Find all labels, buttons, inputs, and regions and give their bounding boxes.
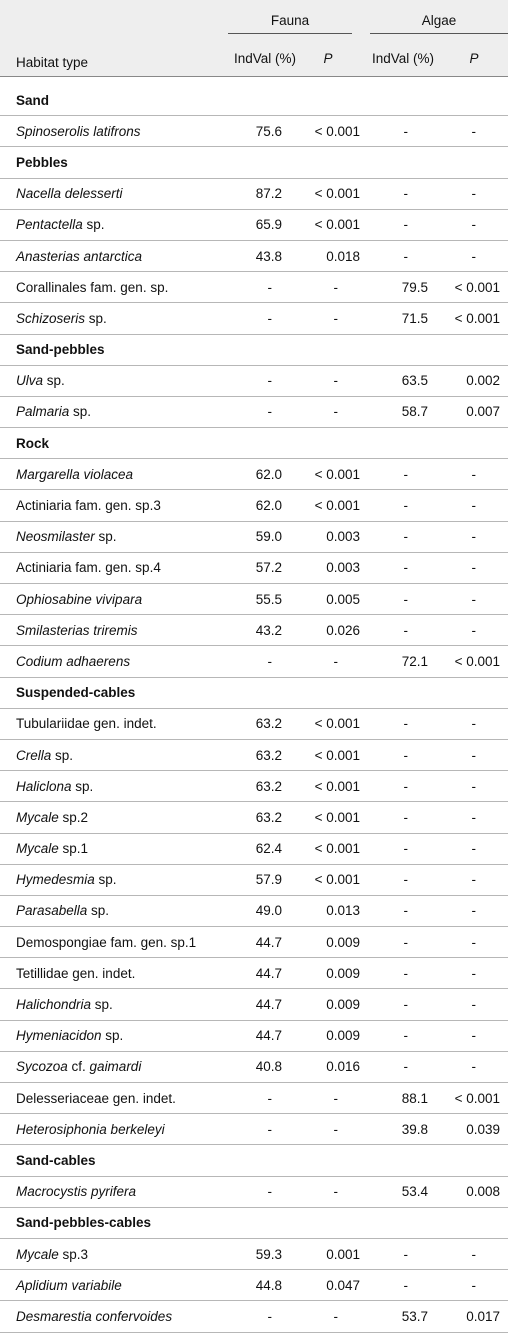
species-name-italic: Palmaria	[16, 404, 70, 420]
species-name-plain: Actiniaria fam. gen. sp.4	[16, 560, 161, 576]
algae-indval-cell: -	[362, 833, 440, 864]
species-name-italic: Halichondria	[16, 997, 92, 1013]
fauna-indval-cell: 49.0	[228, 895, 294, 926]
species-name-italic: Mycale	[16, 841, 59, 857]
fauna-p-cell: 0.047	[294, 1270, 362, 1301]
species-name	[0, 771, 228, 802]
fauna-indval-cell: -	[228, 303, 294, 334]
species-name	[0, 646, 228, 677]
fauna-indval-cell: 63.2	[228, 708, 294, 739]
habitat-group-label: Sand-pebbles-cables	[0, 1207, 508, 1238]
fauna-p-cell: 0.009	[294, 958, 362, 989]
fauna-indval-cell: -	[228, 365, 294, 396]
fauna-indval-cell: 43.8	[228, 240, 294, 271]
header-fauna-p: P	[294, 40, 362, 77]
species-name	[0, 209, 228, 240]
species-row	[0, 365, 508, 396]
habitat-group-row	[0, 1207, 508, 1238]
species-name-plain: sp.2	[58, 809, 89, 825]
fauna-indval-cell: 65.9	[228, 209, 294, 240]
species-row	[0, 615, 508, 646]
species-row	[0, 802, 508, 833]
fauna-p-cell: 0.003	[294, 521, 362, 552]
fauna-indval-cell: 62.0	[228, 490, 294, 521]
algae-indval-cell: -	[362, 615, 440, 646]
algae-p-cell: -	[440, 739, 508, 770]
species-name-plain: sp.	[69, 404, 92, 420]
fauna-p-cell: -	[294, 365, 362, 396]
species-row	[0, 521, 508, 552]
species-name-italic: Aplidium variabile	[16, 1277, 122, 1293]
header-algae	[362, 0, 508, 40]
algae-p-cell: -	[440, 833, 508, 864]
fauna-indval-cell: 57.9	[228, 864, 294, 895]
species-name-plain: sp.	[43, 373, 65, 389]
header-habitat-type: Habitat type	[0, 40, 228, 77]
fauna-p-cell: -	[294, 1114, 362, 1145]
species-name	[0, 303, 228, 334]
fauna-indval-cell: 40.8	[228, 1051, 294, 1082]
species-name	[0, 958, 228, 989]
algae-p-cell: -	[440, 708, 508, 739]
species-name-plain: sp.	[101, 1028, 124, 1044]
species-row	[0, 1114, 508, 1145]
species-name-italic: Crella	[16, 747, 52, 763]
algae-p-cell: -	[440, 927, 508, 958]
species-name	[0, 584, 228, 615]
algae-indval-cell: 58.7	[362, 396, 440, 427]
algae-p-cell: 0.017	[440, 1301, 508, 1332]
fauna-p-cell: 0.026	[294, 615, 362, 646]
habitat-group-label: Sand-cables	[0, 1145, 508, 1176]
species-name-italic: Ulva	[16, 373, 44, 389]
species-row	[0, 771, 508, 802]
species-row	[0, 178, 508, 209]
header-algae-p: P	[440, 40, 508, 77]
species-name-plain: Corallinales fam. gen. sp.	[16, 279, 169, 295]
species-row	[0, 116, 508, 147]
species-row	[0, 958, 508, 989]
algae-p-cell: < 0.001	[440, 272, 508, 303]
algae-indval-cell: -	[362, 989, 440, 1020]
algae-indval-cell: -	[362, 739, 440, 770]
habitat-group-label: Rock	[0, 428, 508, 459]
species-name	[0, 365, 228, 396]
fauna-p-cell: -	[294, 646, 362, 677]
species-name	[0, 178, 228, 209]
species-name-plain: sp.3	[58, 1246, 89, 1262]
species-row	[0, 864, 508, 895]
fauna-p-cell: < 0.001	[294, 864, 362, 895]
species-name-plain: sp.	[82, 217, 105, 233]
algae-p-cell: -	[440, 989, 508, 1020]
algae-indval-cell: -	[362, 895, 440, 926]
fauna-indval-cell: 44.7	[228, 1020, 294, 1051]
fauna-p-cell: -	[294, 1301, 362, 1332]
fauna-indval-cell: 59.3	[228, 1238, 294, 1269]
header-fauna-indval: IndVal (%)	[228, 40, 294, 77]
species-row	[0, 1051, 508, 1082]
fauna-indval-cell: 63.2	[228, 739, 294, 770]
species-name	[0, 739, 228, 770]
algae-indval-cell: -	[362, 802, 440, 833]
header-algae-label: Algae	[421, 12, 457, 28]
fauna-p-cell: 0.009	[294, 989, 362, 1020]
species-name-italic: Parasabella	[16, 903, 88, 919]
habitat-group-row	[0, 85, 508, 116]
fauna-p-cell: < 0.001	[294, 116, 362, 147]
fauna-indval-cell: 43.2	[228, 615, 294, 646]
species-row	[0, 989, 508, 1020]
algae-p-cell: -	[440, 584, 508, 615]
species-row	[0, 396, 508, 427]
algae-indval-cell: -	[362, 864, 440, 895]
header-fauna	[228, 0, 362, 40]
fauna-p-cell: 0.013	[294, 895, 362, 926]
species-name	[0, 708, 228, 739]
species-name-plain: sp.	[71, 778, 94, 794]
species-name-italic: Margarella violacea	[16, 466, 134, 482]
algae-p-cell: 0.008	[440, 1176, 508, 1207]
species-name-italic: Anasterias antarctica	[16, 248, 143, 264]
species-name-plain: cf.	[67, 1059, 90, 1075]
species-name	[0, 552, 228, 583]
algae-indval-cell: -	[362, 209, 440, 240]
fauna-p-cell: 0.003	[294, 552, 362, 583]
species-name-plain: Tetillidae gen. indet.	[16, 965, 136, 981]
species-name-plain: sp.	[94, 529, 117, 545]
species-name	[0, 1176, 228, 1207]
species-name	[0, 615, 228, 646]
species-name	[0, 1114, 228, 1145]
species-row	[0, 209, 508, 240]
species-name	[0, 272, 228, 303]
species-name	[0, 1051, 228, 1082]
algae-p-cell: < 0.001	[440, 646, 508, 677]
habitat-group-row	[0, 1145, 508, 1176]
species-row	[0, 272, 508, 303]
fauna-p-cell: 0.009	[294, 1020, 362, 1051]
algae-indval-cell: -	[362, 116, 440, 147]
fauna-indval-cell: 87.2	[228, 178, 294, 209]
algae-p-cell: 0.007	[440, 396, 508, 427]
fauna-indval-cell: -	[228, 646, 294, 677]
fauna-p-cell: 0.009	[294, 927, 362, 958]
fauna-indval-cell: 44.8	[228, 1270, 294, 1301]
table-header	[0, 0, 508, 77]
algae-indval-cell: 53.4	[362, 1176, 440, 1207]
algae-indval-cell: -	[362, 708, 440, 739]
algae-p-cell: -	[440, 178, 508, 209]
species-name	[0, 1083, 228, 1114]
species-name-plain: Actiniaria fam. gen. sp.3	[16, 498, 161, 514]
species-name	[0, 490, 228, 521]
algae-indval-cell: 72.1	[362, 646, 440, 677]
algae-p-cell: -	[440, 209, 508, 240]
habitat-group-label: Sand	[0, 85, 508, 116]
species-name-italic: Sycozoa	[16, 1059, 68, 1075]
algae-indval-cell: -	[362, 1020, 440, 1051]
species-name-italic: Nacella delesserti	[16, 186, 123, 202]
fauna-indval-cell: -	[228, 396, 294, 427]
species-name-italic: Ophiosabine vivipara	[16, 591, 143, 607]
species-name-plain: sp.	[94, 872, 117, 888]
fauna-p-cell: -	[294, 303, 362, 334]
species-name	[0, 864, 228, 895]
species-row	[0, 240, 508, 271]
species-name-plain: Demospongiae fam. gen. sp.1	[16, 934, 197, 950]
fauna-indval-cell: 62.4	[228, 833, 294, 864]
species-name	[0, 927, 228, 958]
fauna-indval-cell: -	[228, 272, 294, 303]
fauna-p-cell: < 0.001	[294, 459, 362, 490]
habitat-group-row	[0, 428, 508, 459]
table-body	[0, 77, 508, 1333]
species-name	[0, 116, 228, 147]
species-row	[0, 459, 508, 490]
species-name-italic: Hymedesmia	[16, 872, 95, 888]
species-name	[0, 989, 228, 1020]
species-name-italic: Neosmilaster	[16, 529, 95, 545]
species-name-plain: Tubulariidae gen. indet.	[16, 716, 157, 732]
algae-p-cell: 0.002	[440, 365, 508, 396]
algae-p-cell: -	[440, 864, 508, 895]
species-row	[0, 552, 508, 583]
species-row	[0, 895, 508, 926]
algae-p-cell: -	[440, 490, 508, 521]
species-name-italic: Mycale	[16, 809, 59, 825]
species-row	[0, 927, 508, 958]
algae-indval-cell: -	[362, 240, 440, 271]
fauna-indval-cell: 62.0	[228, 459, 294, 490]
species-row	[0, 1020, 508, 1051]
fauna-p-cell: < 0.001	[294, 209, 362, 240]
species-name-plain: Delesseriaceae gen. indet.	[16, 1090, 176, 1106]
fauna-indval-cell: 59.0	[228, 521, 294, 552]
species-name-plain: sp.	[51, 747, 74, 763]
species-name-italic: Desmarestia confervoides	[16, 1308, 173, 1324]
habitat-group-row	[0, 677, 508, 708]
algae-p-cell: -	[440, 771, 508, 802]
algae-p-cell: -	[440, 895, 508, 926]
algae-indval-cell: -	[362, 178, 440, 209]
algae-p-cell: 0.039	[440, 1114, 508, 1145]
algae-p-cell: -	[440, 240, 508, 271]
fauna-p-cell: -	[294, 1176, 362, 1207]
species-name	[0, 895, 228, 926]
algae-p-cell: -	[440, 958, 508, 989]
species-name-italic: Macrocystis pyrifera	[16, 1184, 137, 1200]
algae-p-cell: -	[440, 459, 508, 490]
species-row	[0, 303, 508, 334]
header-fauna-label: Fauna	[270, 12, 310, 28]
algae-indval-cell: 53.7	[362, 1301, 440, 1332]
species-row	[0, 646, 508, 677]
species-row	[0, 833, 508, 864]
species-name	[0, 1238, 228, 1269]
species-name	[0, 240, 228, 271]
fauna-p-cell: 0.001	[294, 1238, 362, 1269]
algae-p-cell: -	[440, 116, 508, 147]
habitat-group-row	[0, 147, 508, 178]
habitat-group-row	[0, 334, 508, 365]
fauna-p-cell: < 0.001	[294, 739, 362, 770]
species-name-plain: sp.	[85, 310, 107, 326]
algae-indval-cell: -	[362, 1270, 440, 1301]
species-row	[0, 1083, 508, 1114]
species-name	[0, 1301, 228, 1332]
species-name-italic-epithet: gaimardi	[89, 1059, 142, 1075]
fauna-p-cell: -	[294, 272, 362, 303]
fauna-p-cell: -	[294, 1083, 362, 1114]
algae-indval-cell: -	[362, 584, 440, 615]
algae-indval-cell: 63.5	[362, 365, 440, 396]
algae-p-cell: < 0.001	[440, 303, 508, 334]
species-name-italic: Spinoserolis latifrons	[16, 123, 141, 139]
species-row	[0, 1301, 508, 1332]
algae-indval-cell: -	[362, 1238, 440, 1269]
species-name-italic: Schizoseris	[16, 310, 86, 326]
fauna-p-cell: < 0.001	[294, 802, 362, 833]
fauna-indval-cell: -	[228, 1176, 294, 1207]
algae-indval-cell: 79.5	[362, 272, 440, 303]
species-name-italic: Mycale	[16, 1246, 59, 1262]
habitat-group-label: Sand-pebbles	[0, 334, 508, 365]
algae-p-cell: -	[440, 521, 508, 552]
algae-indval-cell: -	[362, 490, 440, 521]
species-name-italic: Pentactella	[16, 217, 83, 233]
species-name-plain: sp.	[91, 997, 113, 1013]
algae-p-cell: < 0.001	[440, 1083, 508, 1114]
habitat-group-label: Suspended-cables	[0, 677, 508, 708]
fauna-indval-cell: 55.5	[228, 584, 294, 615]
species-name-italic: Smilasterias triremis	[16, 622, 138, 638]
fauna-p-cell: 0.016	[294, 1051, 362, 1082]
species-row	[0, 1270, 508, 1301]
fauna-indval-cell: 44.7	[228, 989, 294, 1020]
algae-p-cell: -	[440, 1238, 508, 1269]
fauna-p-cell: < 0.001	[294, 490, 362, 521]
fauna-p-cell: < 0.001	[294, 833, 362, 864]
fauna-indval-cell: -	[228, 1114, 294, 1145]
species-row	[0, 584, 508, 615]
algae-indval-cell: -	[362, 927, 440, 958]
header-algae-indval: IndVal (%)	[362, 40, 440, 77]
species-row	[0, 490, 508, 521]
fauna-indval-cell: 44.7	[228, 958, 294, 989]
species-row	[0, 739, 508, 770]
fauna-indval-cell: 63.2	[228, 802, 294, 833]
species-name	[0, 459, 228, 490]
header-habitat-spacer	[0, 0, 228, 40]
fauna-p-cell: < 0.001	[294, 708, 362, 739]
fauna-indval-cell: 57.2	[228, 552, 294, 583]
algae-indval-cell: -	[362, 958, 440, 989]
species-name	[0, 833, 228, 864]
species-row	[0, 708, 508, 739]
fauna-p-cell: 0.018	[294, 240, 362, 271]
species-name	[0, 802, 228, 833]
algae-indval-cell: 39.8	[362, 1114, 440, 1145]
algae-p-cell: -	[440, 1270, 508, 1301]
algae-p-cell: -	[440, 615, 508, 646]
habitat-group-label: Pebbles	[0, 147, 508, 178]
species-name-italic: Hymeniacidon	[16, 1028, 102, 1044]
species-row	[0, 1176, 508, 1207]
algae-p-cell: -	[440, 1051, 508, 1082]
species-name	[0, 1270, 228, 1301]
algae-p-cell: -	[440, 552, 508, 583]
algae-indval-cell: 88.1	[362, 1083, 440, 1114]
fauna-p-cell: < 0.001	[294, 771, 362, 802]
algae-p-cell: -	[440, 1020, 508, 1051]
fauna-p-cell: < 0.001	[294, 178, 362, 209]
species-row	[0, 1238, 508, 1269]
algae-indval-cell: -	[362, 1051, 440, 1082]
algae-indval-cell: 71.5	[362, 303, 440, 334]
fauna-indval-cell: 63.2	[228, 771, 294, 802]
species-name	[0, 396, 228, 427]
species-name-italic: Haliclona	[16, 778, 72, 794]
fauna-p-cell: -	[294, 396, 362, 427]
algae-indval-cell: -	[362, 459, 440, 490]
species-name-plain: sp.	[87, 903, 110, 919]
fauna-indval-cell: 75.6	[228, 116, 294, 147]
species-name-plain: sp.1	[58, 841, 89, 857]
fauna-p-cell: 0.005	[294, 584, 362, 615]
fauna-indval-cell: -	[228, 1083, 294, 1114]
algae-indval-cell: -	[362, 521, 440, 552]
species-name-italic: Codium adhaerens	[16, 653, 131, 669]
species-name	[0, 1020, 228, 1051]
species-name-italic: Heterosiphonia berkeleyi	[16, 1121, 165, 1137]
species-name	[0, 521, 228, 552]
algae-indval-cell: -	[362, 552, 440, 583]
algae-indval-cell: -	[362, 771, 440, 802]
fauna-indval-cell: -	[228, 1301, 294, 1332]
fauna-indval-cell: 44.7	[228, 927, 294, 958]
algae-p-cell: -	[440, 802, 508, 833]
